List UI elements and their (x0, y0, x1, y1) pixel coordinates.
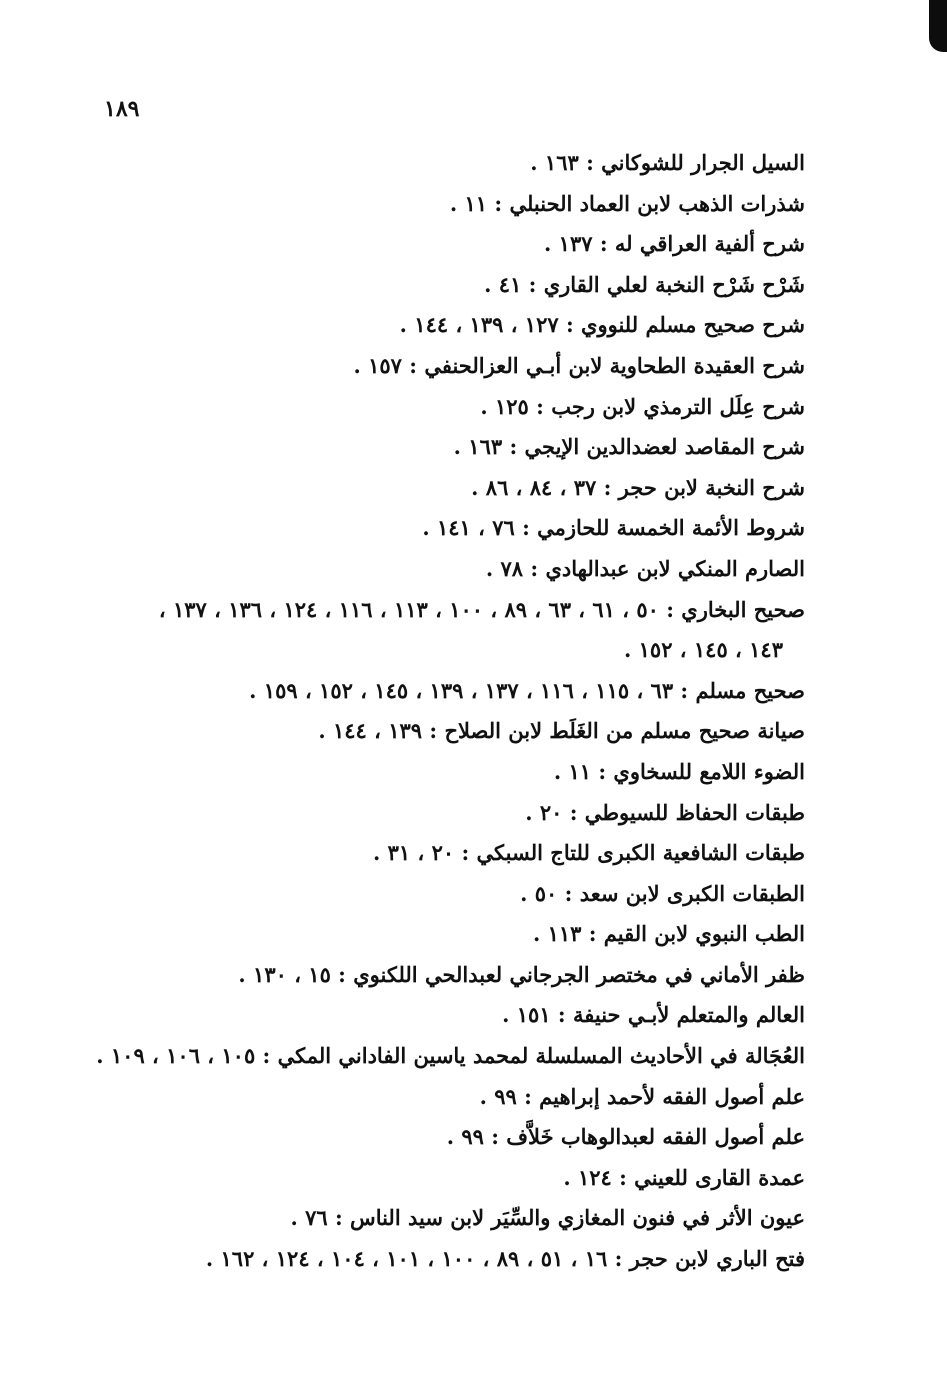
index-entry: عيون الأثر في فنون المغازي والسِّيَر لابن سيد الناس : ٧٦ . (290, 1205, 805, 1231)
index-entry: صيانة صحيح مسلم من الغَلَط لابن الصلاح : ١٣٩ ، ١٤٤ . (318, 718, 805, 744)
index-entry: العُجَالة في الأحاديث المسلسلة لمحمد ياسين الفاداني المكي : ١٠٥ ، ١٠٦ ، ١٠٩ . (96, 1043, 805, 1069)
index-entry: الطبقات الكبرى لابن سعد : ٥٠ . (520, 880, 805, 906)
index-list (96, 143, 805, 1280)
index-entry: ظفر الأماني في مختصر الجرجاني لعبدالحي اللكنوي : ١٥ ، ١٣٠ . (238, 961, 805, 987)
page-number: ١٨٩ (104, 96, 140, 122)
index-entry: العالم والمتعلم لأبـي حنيفة : ١٥١ . (502, 1002, 805, 1028)
index-entry: الطب النبوي لابن القيم : ١١٣ . (532, 921, 805, 947)
index-entry: طبقات الشافعية الكبرى للتاج السبكي : ٢٠ ، ٣١ . (373, 840, 805, 866)
index-entry: شَرْح شَرْح النخبة لعلي القاري : ٤١ . (484, 271, 805, 297)
index-entry: الصارم المنكي لابن عبدالهادي : ٧٨ . (485, 555, 805, 581)
page-edge-mark (929, 0, 947, 52)
index-entry: صحيح مسلم : ٦٣ ، ١١٥ ، ١١٦ ، ١٣٧ ، ١٣٩ ، ١٤٥ ، ١٥٢ ، ١٥٩ . (249, 677, 805, 703)
index-entry: شذرات الذهب لابن العماد الحنبلي : ١١ . (449, 190, 805, 216)
index-entry: شرح عِلَل الترمذي لابن رجب : ١٢٥ . (480, 393, 805, 419)
index-entry: شرح صحيح مسلم للنووي : ١٢٧ ، ١٣٩ ، ١٤٤ . (399, 312, 805, 338)
index-entry: الضوء اللامع للسخاوي : ١١ . (553, 758, 805, 784)
index-entry: علم أصول الفقه لعبدالوهاب خَلاَّف : ٩٩ . (446, 1124, 805, 1150)
index-entry: طبقات الحفاظ للسيوطي : ٢٠ . (525, 799, 805, 825)
index-entry: شرح النخبة لابن حجر : ٣٧ ، ٨٤ ، ٨٦ . (471, 474, 805, 500)
index-entry: عمدة القارى للعيني : ١٢٤ . (563, 1164, 805, 1190)
index-entry: شروط الأئمة الخمسة للحازمي : ٧٦ ، ١٤١ . (422, 515, 805, 541)
index-entry: فتح الباري لابن حجر : ١٦ ، ٥١ ، ٨٩ ، ١٠٠ ، ١٠١ ، ١٠٤ ، ١٢٤ ، ١٦٢ . (205, 1246, 805, 1272)
index-entry: شرح العقيدة الطحاوية لابن أبـي العزالحنفي : ١٥٧ . (353, 352, 805, 378)
index-entry-continuation: ١٤٣ ، ١٤٥ ، ١٥٢ . (624, 637, 783, 663)
index-entry: شرح ألفية العراقي له : ١٣٧ . (544, 231, 805, 257)
index-entry: السيل الجرار للشوكاني : ١٦٣ . (530, 150, 805, 175)
index-entry: علم أصول الفقه لأحمد إبراهيم : ٩٩ . (479, 1083, 805, 1109)
index-entry: صحيح البخاري : ٥٠ ، ٦١ ، ٦٣ ، ٨٩ ، ١٠٠ ، ١١٣ ، ١١٦ ، ١٢٤ ، ١٣٦ ، ١٣٧ ، (158, 596, 805, 622)
index-entry: شرح المقاصد لعضدالدين الإيجي : ١٦٣ . (453, 434, 805, 460)
